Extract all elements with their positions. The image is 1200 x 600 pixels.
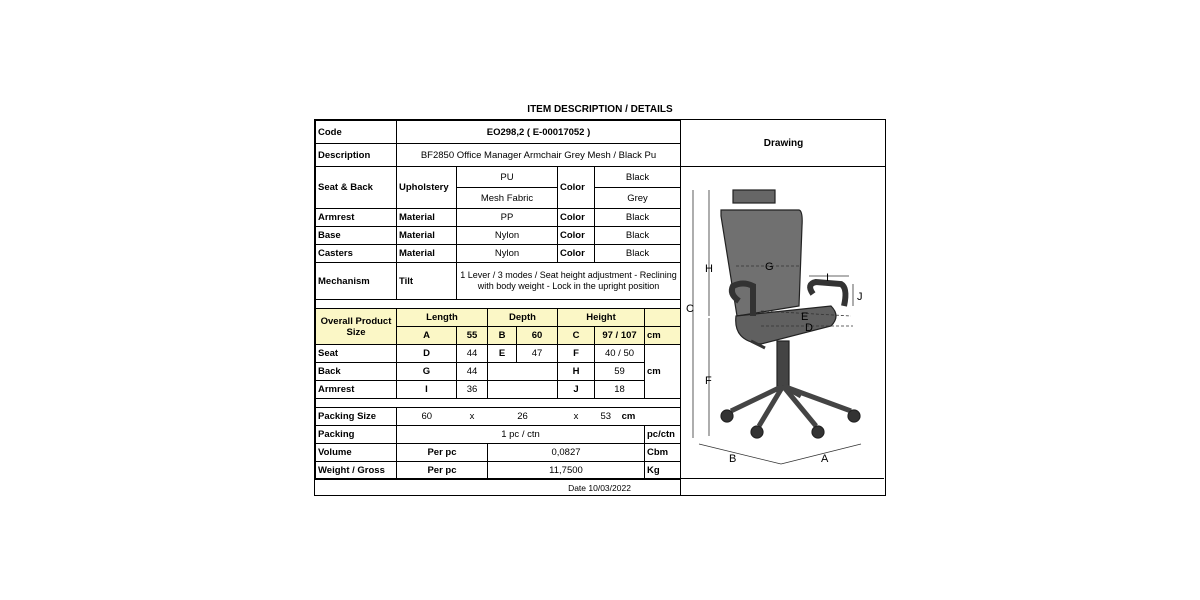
armrest-dim-row (316, 381, 681, 399)
seat-back-color-2: Grey (595, 188, 681, 209)
caster-icon (848, 410, 860, 422)
dim-f-letter: F (558, 345, 595, 363)
casters-material: Nylon (457, 245, 558, 263)
description-row (316, 144, 681, 167)
dim-g-letter-label: G (765, 261, 774, 273)
upholstery-label: Upholstery (397, 167, 457, 209)
dim-h-letter: H (558, 363, 595, 381)
armrest-row (316, 209, 681, 227)
packing-size-row (316, 408, 681, 426)
spacer-row (316, 300, 681, 309)
dim-a-letter-label: A (821, 453, 829, 465)
weight-unit: Kg (645, 462, 681, 480)
packing-size-label: Packing Size (316, 408, 397, 426)
casters-row (316, 245, 681, 263)
base-material: Nylon (457, 227, 558, 245)
packing-size-unit: cm (621, 411, 636, 422)
packing-label: Packing (316, 426, 397, 444)
volume-value: 0,0827 (488, 444, 645, 462)
dim-c-letter-label: C (686, 303, 694, 315)
packing-x-2: x (558, 408, 595, 426)
drawing-label: Drawing (763, 137, 804, 149)
casters-color-label: Color (558, 245, 595, 263)
packing-x-1: x (457, 408, 488, 426)
dim-h-value: 59 (595, 363, 645, 381)
seat-back-row-1 (316, 167, 681, 188)
base-material-label: Material (397, 227, 457, 245)
gas-lift-shape (777, 341, 789, 386)
headrest-shape (733, 190, 775, 203)
overall-unit: cm (645, 327, 681, 345)
weight-per: Per pc (397, 462, 488, 480)
dim-i-letter-label: I (826, 272, 830, 284)
casters-label: Casters (316, 245, 397, 263)
volume-label: Volume (316, 444, 397, 462)
armrest-dim-label: Armrest (316, 381, 397, 399)
packing-height: 53 (600, 411, 612, 422)
dim-d-value: 44 (457, 345, 488, 363)
casters-material-label: Material (397, 245, 457, 263)
spacer-row-2 (316, 399, 681, 408)
description-value: BF2850 Office Manager Armchair Grey Mesh / Black Pu (397, 144, 681, 167)
overall-row-1 (316, 309, 681, 327)
back-dim-row (316, 363, 681, 381)
volume-row (316, 444, 681, 462)
weight-label: Weight / Gross (316, 462, 397, 480)
dim-c-value: 97 / 107 (595, 327, 645, 345)
chair-drawing (680, 166, 886, 495)
dim-i-letter: I (397, 381, 457, 399)
armrest-material-label: Material (397, 209, 457, 227)
code-value: EO298,2 ( E-00017052 ) (397, 121, 681, 144)
dim-j-letter: J (558, 381, 595, 399)
base-color: Black (595, 227, 681, 245)
armrest-label: Armrest (316, 209, 397, 227)
dim-h-letter-label: H (705, 263, 713, 275)
height-header: Height (558, 309, 645, 327)
volume-unit: Cbm (645, 444, 681, 462)
depth-header: Depth (488, 309, 558, 327)
base-row (316, 227, 681, 245)
caster-icon (812, 426, 824, 438)
mechanism-value: 1 Lever / 3 modes / Seat height adjustment - Reclining with body weight - Lock in the upright position (457, 263, 681, 300)
caster-icon (721, 410, 733, 422)
seat-back-color-1: Black (595, 167, 681, 188)
seat-label: Seat (316, 345, 397, 363)
chair-diagram (681, 166, 886, 478)
dim-j-value: 18 (595, 381, 645, 399)
volume-per: Per pc (397, 444, 488, 462)
mechanism-row (316, 263, 681, 300)
chair-illustration (721, 190, 860, 438)
armrest-color: Black (595, 209, 681, 227)
back-label: Back (316, 363, 397, 381)
dim-e-letter-label: E (801, 311, 809, 323)
mechanism-tilt-label: Tilt (397, 263, 457, 300)
seat-back-label: Seat & Back (316, 167, 397, 209)
dim-d-letter: D (397, 345, 457, 363)
dim-g-value: 44 (457, 363, 488, 381)
base-color-label: Color (558, 227, 595, 245)
dim-a-letter: A (397, 327, 457, 345)
description-label: Description (316, 144, 397, 167)
dim-b-letter-label: B (729, 453, 737, 465)
date-text: Date 10/03/2022 (568, 482, 631, 493)
armrest-color-label: Color (558, 209, 595, 227)
dim-i-value: 36 (457, 381, 488, 399)
code-row (316, 121, 681, 144)
dim-f-value: 40 / 50 (595, 345, 645, 363)
code-label: Code (316, 121, 397, 144)
seat-dim-row (316, 345, 681, 363)
caster-icon (751, 426, 763, 438)
armrest-material: PP (457, 209, 558, 227)
dim-a-value: 55 (457, 327, 488, 345)
dim-f-letter-label: F (705, 375, 712, 387)
packing-width: 26 (488, 408, 558, 426)
packing-length: 60 (397, 408, 457, 426)
length-header: Length (397, 309, 488, 327)
backrest-shape (721, 210, 802, 316)
drawing-header (680, 120, 886, 167)
dim-b-letter: B (488, 327, 517, 345)
seat-back-material-2: Mesh Fabric (457, 188, 558, 209)
weight-value: 11,7500 (488, 462, 645, 480)
mechanism-label: Mechanism (316, 263, 397, 300)
weight-row (316, 462, 681, 480)
dims-unit: cm (645, 345, 681, 399)
casters-color: Black (595, 245, 681, 263)
packing-value: 1 pc / ctn (397, 426, 645, 444)
dim-d-letter-label: D (805, 322, 813, 334)
dim-e-value: 47 (517, 345, 558, 363)
spec-sheet (314, 119, 886, 496)
base-label: Base (316, 227, 397, 245)
packing-unit: pc/ctn (645, 426, 681, 444)
packing-row (316, 426, 681, 444)
dim-b-value: 60 (517, 327, 558, 345)
dim-g-letter: G (397, 363, 457, 381)
dim-b-line (699, 444, 781, 464)
base-shape (731, 386, 851, 426)
overall-size-label: Overall Product Size (316, 309, 397, 345)
dim-e-letter: E (488, 345, 517, 363)
seat-back-color-label: Color (558, 167, 595, 209)
dim-j-letter-label: J (857, 291, 863, 303)
spec-table (315, 120, 681, 480)
dim-c-letter: C (558, 327, 595, 345)
seat-back-material-1: PU (457, 167, 558, 188)
right-armrest-shape (810, 282, 845, 306)
page-title: ITEM DESCRIPTION / DETAILS (527, 104, 673, 115)
